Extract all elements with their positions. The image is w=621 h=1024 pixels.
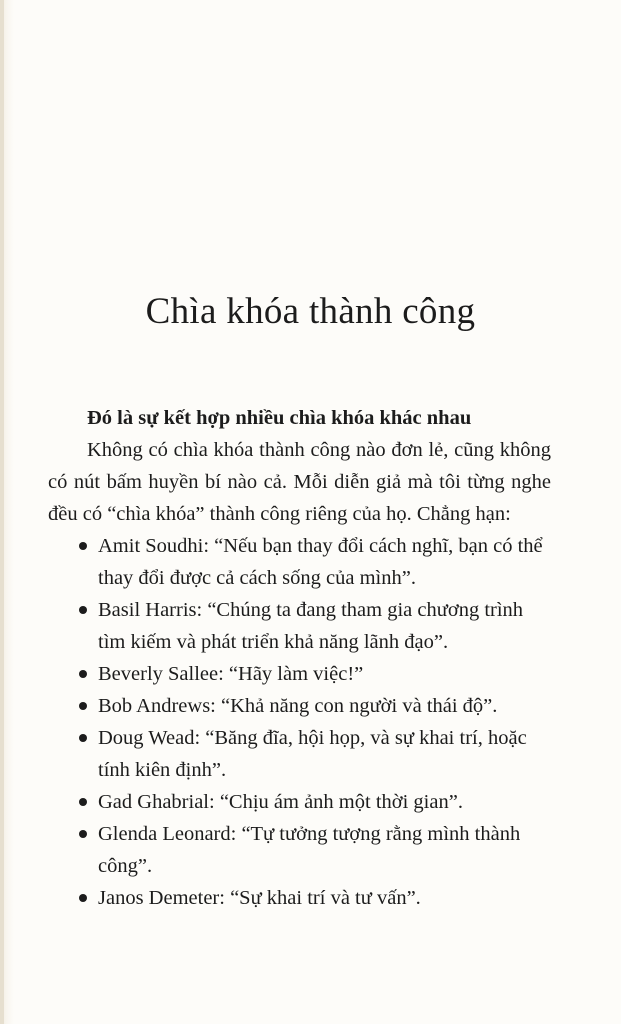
section-subheading: Đó là sự kết hợp nhiều chìa khóa khác nhau [87,407,472,429]
bullet-icon [79,734,87,742]
keys-list [48,530,551,914]
list-item [48,530,551,594]
list-item-text: Glenda Leonard: “Tự tưởng tượng rằng mình thành công”. [98,823,521,877]
list-item [48,786,551,818]
bullet-icon [79,670,87,678]
chapter-title: Chìa khóa thành công [145,290,476,332]
body-text [48,402,551,914]
list-item-text: Janos Demeter: “Sự khai trí và tư vấn”. [98,887,421,909]
bullet-icon [79,606,87,614]
bullet-icon [79,702,87,710]
bullet-icon [79,798,87,806]
list-item [48,658,551,690]
list-item-text: Basil Harris: “Chúng ta đang tham gia chương trình tìm kiếm và phát triển khả năng lãnh đạo”. [98,599,524,653]
list-item [48,594,551,658]
bullet-icon [79,894,87,902]
intro-paragraph: Không có chìa khóa thành công nào đơn lẻ, cũng không có nút bấm huyền bí nào cả. Mỗi diễn giả mà tôi từng nghe đều có “chìa khóa” thành công riêng của họ. Chẳng hạn: [48,439,551,525]
list-item-text: Doug Wead: “Băng đĩa, hội họp, và sự khai trí, hoặc tính kiên định”. [98,727,527,781]
list-item [48,882,551,914]
page-edge [0,0,4,1024]
list-item-text: Gad Ghabrial: “Chịu ám ảnh một thời gian”. [98,791,463,813]
list-item-text: Beverly Sallee: “Hãy làm việc!” [98,663,364,685]
bullet-icon [79,830,87,838]
list-item [48,690,551,722]
list-item [48,722,551,786]
list-item-text: Amit Soudhi: “Nếu bạn thay đổi cách nghĩ, bạn có thể thay đổi được cả cách sống của mình”. [98,535,543,589]
list-item [48,818,551,882]
list-item-text: Bob Andrews: “Khả năng con người và thái độ”. [98,695,498,717]
bullet-icon [79,542,87,550]
